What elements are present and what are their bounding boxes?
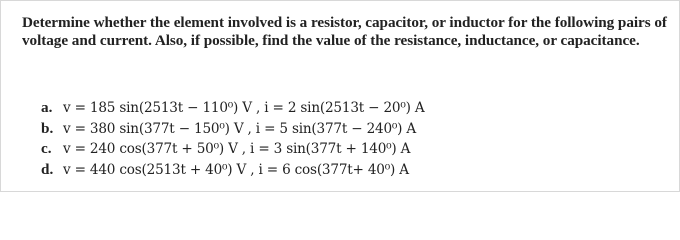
part-equation: v = 380 sin(377t − 150⁰) V , i = 5 sin(377t − 240⁰) A: [63, 120, 417, 137]
part-label: d.: [41, 160, 54, 178]
part-a: [41, 99, 601, 120]
parts-list: [41, 99, 601, 181]
part-b: [41, 120, 601, 141]
part-d: [41, 161, 601, 182]
part-c: [41, 140, 601, 161]
part-equation: v = 240 cos(377t + 50⁰) V , i = 3 sin(377t + 140⁰) A: [63, 141, 411, 157]
part-equation: v = 185 sin(2513t − 110⁰) V , i = 2 sin(2513t − 20⁰) A: [63, 100, 425, 116]
part-label: b.: [41, 119, 54, 137]
part-equation: v = 440 cos(2513t + 40⁰) V , i = 6 cos(377t+ 40⁰) A: [63, 161, 409, 178]
problem-statement: Determine whether the element involved is a resistor, capacitor, or inductor for the following pairs of voltage and current. Also, if possible, find the value of the resistance, inductance, or capacitance.: [22, 14, 667, 50]
part-label: a.: [41, 99, 53, 116]
part-label: c.: [41, 140, 52, 157]
